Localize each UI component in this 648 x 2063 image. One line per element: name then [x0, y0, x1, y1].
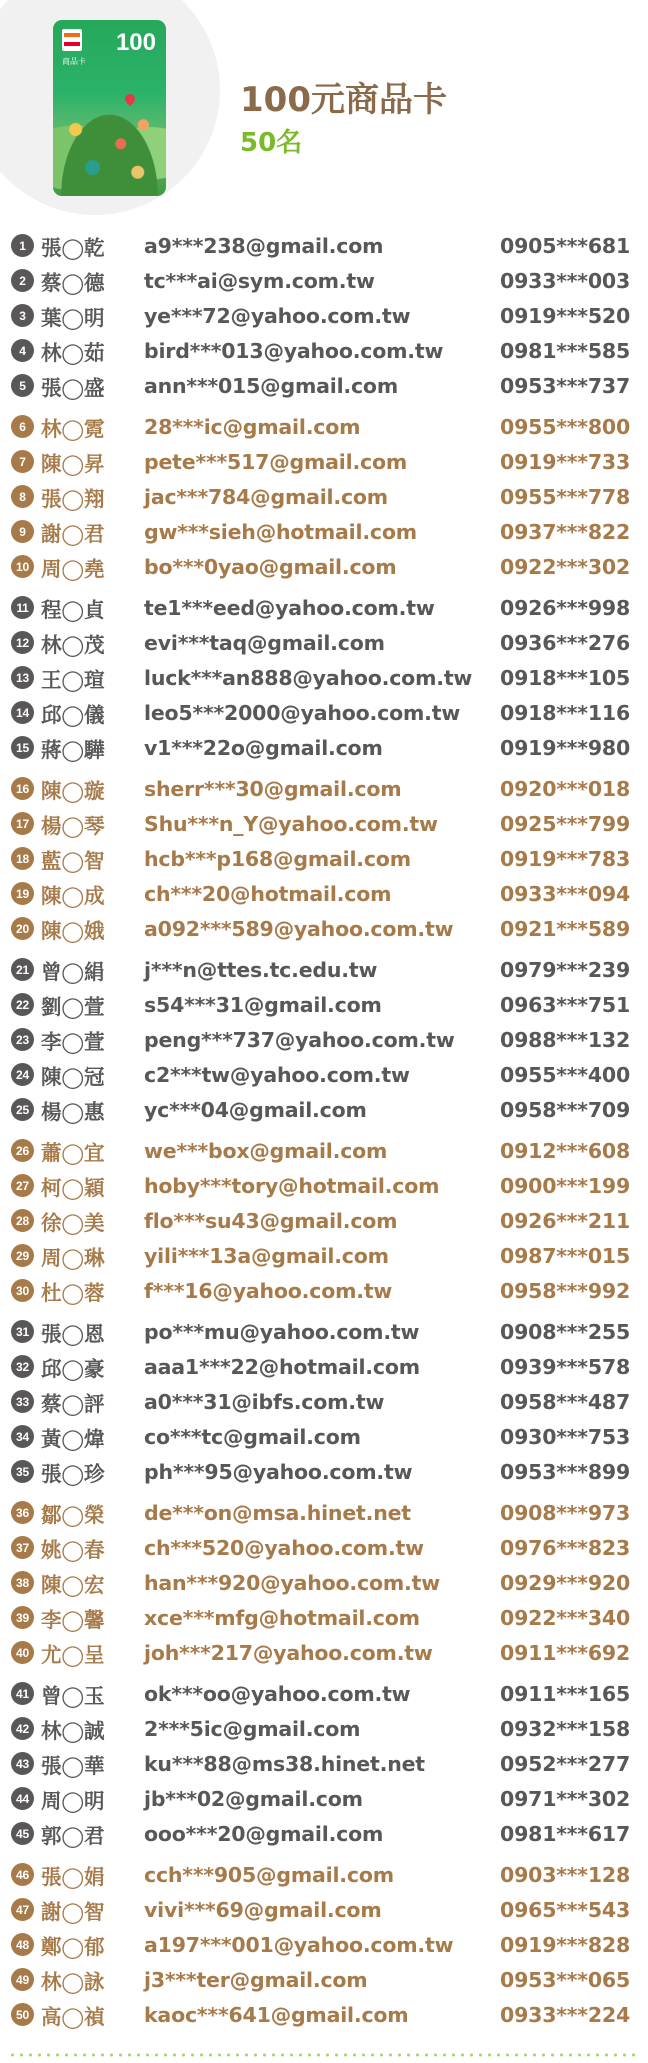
winner-email: ch***520@yahoo.com.tw	[144, 1535, 424, 1560]
rank-badge: 37	[11, 1536, 34, 1559]
winner-phone: 0922***340	[500, 1605, 631, 1630]
winner-phone: 0919***783	[500, 846, 631, 871]
winner-name: 張◯華	[41, 1753, 105, 1778]
list-item	[0, 514, 648, 549]
winner-phone: 0953***737	[500, 373, 631, 398]
list-item	[0, 1962, 648, 1997]
winner-name: 李◯萱	[41, 1029, 105, 1054]
rank-badge: 45	[11, 1822, 34, 1845]
winner-email: flo***su43@gmail.com	[144, 1208, 398, 1233]
winner-name: 楊◯惠	[41, 1099, 105, 1124]
winner-email: bird***013@yahoo.com.tw	[144, 338, 444, 363]
rank-badge: 6	[11, 415, 34, 438]
winner-name: 周◯明	[41, 1788, 105, 1813]
winner-email: j***n@ttes.tc.edu.tw	[144, 957, 378, 982]
winner-phone: 0918***116	[500, 700, 631, 725]
list-item	[0, 952, 648, 987]
list-item	[0, 1997, 648, 2032]
list-item	[0, 806, 648, 841]
card-value: 100	[115, 29, 156, 56]
winner-phone: 0911***165	[500, 1681, 631, 1706]
header	[0, 0, 648, 212]
list-item	[0, 1857, 648, 1892]
rank-badge: 1	[11, 234, 34, 257]
winner-email: peng***737@yahoo.com.tw	[144, 1027, 455, 1052]
rank-badge: 41	[11, 1682, 34, 1705]
winner-email: luck***an888@yahoo.com.tw	[144, 665, 473, 690]
list-item	[0, 298, 648, 333]
winner-email: sherr***30@gmail.com	[144, 776, 402, 801]
rank-badge: 24	[11, 1063, 34, 1086]
winner-name: 楊◯琴	[41, 813, 105, 838]
winner-phone: 0926***998	[500, 595, 631, 620]
winner-name: 黃◯煒	[41, 1426, 105, 1451]
rank-badge: 35	[11, 1460, 34, 1483]
rank-badge: 28	[11, 1209, 34, 1232]
page-title: 100元商品卡	[240, 80, 447, 120]
winner-phone: 0981***617	[500, 1821, 631, 1846]
winner-count: 50名	[240, 128, 303, 158]
winner-email: co***tc@gmail.com	[144, 1424, 361, 1449]
list-item	[0, 1057, 648, 1092]
rank-badge: 25	[11, 1098, 34, 1121]
rank-badge: 15	[11, 736, 34, 759]
winner-phone: 0988***132	[500, 1027, 631, 1052]
winner-phone: 0912***608	[500, 1138, 631, 1163]
card-illustration	[53, 101, 166, 196]
winner-name: 張◯盛	[41, 375, 105, 400]
winner-email: aaa1***22@hotmail.com	[144, 1354, 420, 1379]
winner-phone: 0919***520	[500, 303, 631, 328]
winner-email: yili***13a@gmail.com	[144, 1243, 389, 1268]
winner-phone: 0900***199	[500, 1173, 631, 1198]
rank-badge: 19	[11, 882, 34, 905]
winner-name: 謝◯智	[41, 1899, 105, 1924]
winner-phone: 0981***585	[500, 338, 631, 363]
winner-email: gw***sieh@hotmail.com	[144, 519, 417, 544]
winner-phone: 0979***239	[500, 957, 631, 982]
winner-email: ye***72@yahoo.com.tw	[144, 303, 411, 328]
winner-name: 張◯翔	[41, 486, 105, 511]
winner-name: 高◯禎	[41, 2004, 105, 2029]
winner-name: 林◯詠	[41, 1969, 105, 1994]
winner-email: leo5***2000@yahoo.com.tw	[144, 700, 461, 725]
list-item	[0, 549, 648, 584]
winner-phone: 0936***276	[500, 630, 631, 655]
list-item	[0, 1314, 648, 1349]
winner-phone: 0918***105	[500, 665, 631, 690]
list-item	[0, 660, 648, 695]
list-item	[0, 1600, 648, 1635]
rank-badge: 27	[11, 1174, 34, 1197]
list-item	[0, 1419, 648, 1454]
winner-name: 劉◯萱	[41, 994, 105, 1019]
rank-badge: 47	[11, 1898, 34, 1921]
winner-phone: 0955***778	[500, 484, 631, 509]
winner-phone: 0919***828	[500, 1932, 631, 1957]
winner-name: 程◯貞	[41, 597, 105, 622]
list-item	[0, 1133, 648, 1168]
winner-email: tc***ai@sym.com.tw	[144, 268, 375, 293]
winner-email: j3***ter@gmail.com	[144, 1967, 368, 1992]
winner-name: 陳◯宏	[41, 1572, 105, 1597]
winner-email: a0***31@ibfs.com.tw	[144, 1389, 385, 1414]
rank-badge: 23	[11, 1028, 34, 1051]
winner-name: 邱◯儀	[41, 702, 105, 727]
list-item	[0, 695, 648, 730]
rank-badge: 13	[11, 666, 34, 689]
list-item	[0, 1349, 648, 1384]
winner-email: jac***784@gmail.com	[144, 484, 388, 509]
winner-email: hoby***tory@hotmail.com	[144, 1173, 440, 1198]
winner-email: we***box@gmail.com	[144, 1138, 388, 1163]
rank-badge: 26	[11, 1139, 34, 1162]
winner-email: ku***88@ms38.hinet.net	[144, 1751, 425, 1776]
winner-phone: 0908***255	[500, 1319, 631, 1344]
list-item	[0, 479, 648, 514]
list-item	[0, 911, 648, 946]
list-item	[0, 1927, 648, 1962]
winner-name: 張◯乾	[41, 235, 105, 260]
rank-badge: 10	[11, 555, 34, 578]
winner-phone: 0958***487	[500, 1389, 631, 1414]
winner-name: 蔡◯德	[41, 270, 105, 295]
rank-badge: 33	[11, 1390, 34, 1413]
rank-badge: 2	[11, 269, 34, 292]
winner-phone: 0976***823	[500, 1535, 631, 1560]
list-item	[0, 333, 648, 368]
rank-badge: 29	[11, 1244, 34, 1267]
dotted-divider	[8, 2053, 640, 2057]
list-item	[0, 987, 648, 1022]
winner-phone: 0958***709	[500, 1097, 631, 1122]
list-item	[0, 1203, 648, 1238]
winner-name: 蔡◯評	[41, 1391, 105, 1416]
rank-badge: 9	[11, 520, 34, 543]
rank-badge: 30	[11, 1279, 34, 1302]
winner-name: 張◯恩	[41, 1321, 105, 1346]
winner-name: 藍◯智	[41, 848, 105, 873]
winner-email: kaoc***641@gmail.com	[144, 2002, 409, 2027]
winner-email: a092***589@yahoo.com.tw	[144, 916, 454, 941]
winner-name: 蕭◯宜	[41, 1140, 105, 1165]
winner-email: de***on@msa.hinet.net	[144, 1500, 411, 1525]
winner-email: han***920@yahoo.com.tw	[144, 1570, 440, 1595]
list-item	[0, 1092, 648, 1127]
list-item	[0, 1530, 648, 1565]
winner-email: evi***taq@gmail.com	[144, 630, 385, 655]
rank-badge: 22	[11, 993, 34, 1016]
winner-email: f***16@yahoo.com.tw	[144, 1278, 393, 1303]
rank-badge: 12	[11, 631, 34, 654]
winner-email: v1***22o@gmail.com	[144, 735, 383, 760]
gift-card-image	[53, 20, 166, 196]
winner-phone: 0929***920	[500, 1570, 631, 1595]
winner-phone: 0921***589	[500, 916, 631, 941]
rank-badge: 48	[11, 1933, 34, 1956]
winner-email: 28***ic@gmail.com	[144, 414, 361, 439]
rank-badge: 43	[11, 1752, 34, 1775]
store-logo-icon	[62, 29, 82, 51]
winner-phone: 0953***899	[500, 1459, 631, 1484]
list-item	[0, 1565, 648, 1600]
winner-phone: 0925***799	[500, 811, 631, 836]
list-item	[0, 1781, 648, 1816]
rank-badge: 40	[11, 1641, 34, 1664]
winner-email: 2***5ic@gmail.com	[144, 1716, 361, 1741]
winner-phone: 0958***992	[500, 1278, 631, 1303]
winner-phone: 0952***277	[500, 1751, 631, 1776]
winner-name: 尤◯呈	[41, 1642, 105, 1667]
card-sublabel: 商品卡	[62, 57, 86, 66]
rank-badge: 31	[11, 1320, 34, 1343]
winner-phone: 0930***753	[500, 1424, 631, 1449]
rank-badge: 14	[11, 701, 34, 724]
list-item	[0, 1635, 648, 1670]
winner-phone: 0933***003	[500, 268, 631, 293]
rank-badge: 17	[11, 812, 34, 835]
list-item	[0, 1892, 648, 1927]
rank-badge: 7	[11, 450, 34, 473]
list-item	[0, 1384, 648, 1419]
winner-phone: 0905***681	[500, 233, 631, 258]
winner-name: 陳◯璇	[41, 778, 105, 803]
list-item	[0, 1273, 648, 1308]
winner-phone: 0919***980	[500, 735, 631, 760]
winner-email: yc***04@gmail.com	[144, 1097, 367, 1122]
winner-email: hcb***p168@gmail.com	[144, 846, 411, 871]
winner-phone: 0939***578	[500, 1354, 631, 1379]
rank-badge: 3	[11, 304, 34, 327]
list-item	[0, 730, 648, 765]
winner-name: 陳◯昇	[41, 451, 105, 476]
winner-name: 郭◯君	[41, 1823, 105, 1848]
winner-phone: 0919***733	[500, 449, 631, 474]
winner-email: c2***tw@yahoo.com.tw	[144, 1062, 410, 1087]
winner-name: 陳◯成	[41, 883, 105, 908]
list-item	[0, 263, 648, 298]
rank-badge: 39	[11, 1606, 34, 1629]
rank-badge: 16	[11, 777, 34, 800]
winner-phone: 0920***018	[500, 776, 631, 801]
list-item	[0, 1022, 648, 1057]
winner-name: 姚◯春	[41, 1537, 105, 1562]
rank-badge: 46	[11, 1863, 34, 1886]
rank-badge: 50	[11, 2003, 34, 2026]
rank-badge: 18	[11, 847, 34, 870]
list-item	[0, 771, 648, 806]
winner-name: 李◯馨	[41, 1607, 105, 1632]
winner-name: 周◯琳	[41, 1245, 105, 1270]
winner-name: 徐◯美	[41, 1210, 105, 1235]
winner-email: ch***20@hotmail.com	[144, 881, 392, 906]
rank-badge: 36	[11, 1501, 34, 1524]
rank-badge: 21	[11, 958, 34, 981]
winner-email: bo***0yao@gmail.com	[144, 554, 397, 579]
winner-email: cch***905@gmail.com	[144, 1862, 394, 1887]
winner-phone: 0965***543	[500, 1897, 631, 1922]
winner-phone: 0953***065	[500, 1967, 631, 1992]
winner-email: te1***eed@yahoo.com.tw	[144, 595, 435, 620]
winner-name: 蔣◯驊	[41, 737, 105, 762]
winner-name: 陳◯冠	[41, 1064, 105, 1089]
winner-phone: 0955***800	[500, 414, 631, 439]
winner-phone: 0903***128	[500, 1862, 631, 1887]
winner-name: 張◯珍	[41, 1461, 105, 1486]
rank-badge: 44	[11, 1787, 34, 1810]
rank-badge: 5	[11, 374, 34, 397]
winner-email: joh***217@yahoo.com.tw	[144, 1640, 433, 1665]
winner-name: 林◯霓	[41, 416, 105, 441]
winner-name: 林◯誠	[41, 1718, 105, 1743]
list-item	[0, 590, 648, 625]
winner-phone: 0955***400	[500, 1062, 631, 1087]
list-item	[0, 876, 648, 911]
winner-email: xce***mfg@hotmail.com	[144, 1605, 420, 1630]
winner-name: 林◯茂	[41, 632, 105, 657]
winner-phone: 0926***211	[500, 1208, 631, 1233]
rank-badge: 8	[11, 485, 34, 508]
rank-badge: 42	[11, 1717, 34, 1740]
list-item	[0, 409, 648, 444]
winner-phone: 0932***158	[500, 1716, 631, 1741]
winner-phone: 0911***692	[500, 1640, 631, 1665]
winner-name: 葉◯明	[41, 305, 105, 330]
list-item	[0, 1816, 648, 1851]
winner-name: 周◯堯	[41, 556, 105, 581]
winner-phone: 0922***302	[500, 554, 631, 579]
winner-email: vivi***69@gmail.com	[144, 1897, 382, 1922]
rank-badge: 32	[11, 1355, 34, 1378]
winner-name: 邱◯豪	[41, 1356, 105, 1381]
list-item	[0, 1168, 648, 1203]
winner-phone: 0933***094	[500, 881, 631, 906]
winner-email: Shu***n_Y@yahoo.com.tw	[144, 811, 438, 836]
winner-email: ok***oo@yahoo.com.tw	[144, 1681, 411, 1706]
winner-phone: 0908***973	[500, 1500, 631, 1525]
rank-badge: 11	[11, 596, 34, 619]
winner-email: ph***95@yahoo.com.tw	[144, 1459, 413, 1484]
winner-name: 曾◯絹	[41, 959, 105, 984]
winner-name: 曾◯玉	[41, 1683, 105, 1708]
winner-name: 張◯娟	[41, 1864, 105, 1889]
list-item	[0, 1238, 648, 1273]
rank-badge: 38	[11, 1571, 34, 1594]
rank-badge: 20	[11, 917, 34, 940]
list-item	[0, 1676, 648, 1711]
winner-email: ooo***20@gmail.com	[144, 1821, 384, 1846]
list-item	[0, 228, 648, 263]
rank-badge: 4	[11, 339, 34, 362]
winner-list	[0, 228, 648, 2032]
rank-badge: 49	[11, 1968, 34, 1991]
rank-badge: 34	[11, 1425, 34, 1448]
winner-phone: 0937***822	[500, 519, 631, 544]
winner-phone: 0963***751	[500, 992, 631, 1017]
list-item	[0, 1454, 648, 1489]
winner-email: a197***001@yahoo.com.tw	[144, 1932, 454, 1957]
winner-name: 林◯茹	[41, 340, 105, 365]
list-item	[0, 625, 648, 660]
winner-name: 陳◯娥	[41, 918, 105, 943]
winner-email: a9***238@gmail.com	[144, 233, 384, 258]
winner-name: 杜◯蓉	[41, 1280, 105, 1305]
winner-name: 鄒◯榮	[41, 1502, 105, 1527]
winner-phone: 0971***302	[500, 1786, 631, 1811]
list-item	[0, 1711, 648, 1746]
winner-phone: 0987***015	[500, 1243, 631, 1268]
winner-email: pete***517@gmail.com	[144, 449, 408, 474]
winner-name: 謝◯君	[41, 521, 105, 546]
winner-email: s54***31@gmail.com	[144, 992, 382, 1017]
list-item	[0, 368, 648, 403]
list-item	[0, 1495, 648, 1530]
list-item	[0, 444, 648, 479]
list-item	[0, 841, 648, 876]
winner-name: 柯◯穎	[41, 1175, 105, 1200]
winner-email: po***mu@yahoo.com.tw	[144, 1319, 420, 1344]
winner-email: jb***02@gmail.com	[144, 1786, 363, 1811]
winner-name: 王◯瑄	[41, 667, 105, 692]
winner-email: ann***015@gmail.com	[144, 373, 398, 398]
winner-phone: 0933***224	[500, 2002, 631, 2027]
list-item	[0, 1746, 648, 1781]
winner-name: 鄭◯郁	[41, 1934, 105, 1959]
